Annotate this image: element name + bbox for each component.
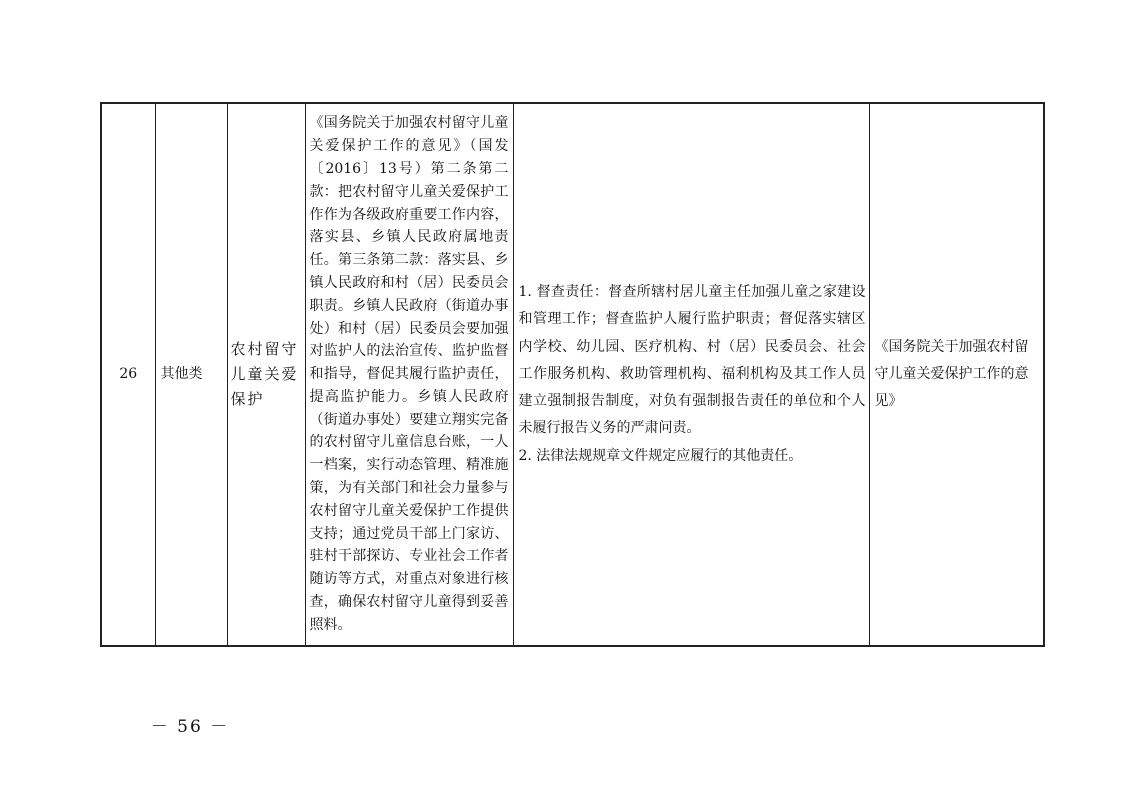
page-number: － 56 － <box>150 717 230 737</box>
duty-item: 2. 法律法规规章文件规定应履行的其他责任。 <box>518 447 803 464</box>
category-cell <box>155 103 227 646</box>
legal-basis-cell <box>305 103 513 646</box>
reference-cell <box>869 103 1044 646</box>
legal-basis-text: 《国务院关于加强农村留守儿童关爱保护工作的意见》（国发〔2016〕13号）第二条第二款：把农村留守儿童关爱保护工作作为各级政府重要工作内容，落实县、乡镇人民政府属地责任。第三条第二款：落实县、乡镇人民政府和村（居）民委员会职责。乡镇人民政府（街道办事处）和村（居）民委员会要加强对监护人的法治宣传、监护监督和指导，督促其履行监护责任，提高监护能力。乡镇人民政府（街道办事处）要建立翔实完备的农村留守儿童信息台账，一人一档案，实行动态管理、精准施策，为有关部门和社会力量参与农村留守儿童关爱保护工作提供支持；通过党员干部上门家访、驻村干部探访、专业社会工作者随访等方式，对重点对象进行核查，确保农村留守儿童得到妥善照料。 <box>309 115 509 633</box>
reference-text: 《国务院关于加强农村留守儿童关爱保护工作的意见》 <box>874 339 1029 409</box>
item-text: 农村留守儿童关爱保护 <box>230 340 299 408</box>
row-number-cell <box>101 103 155 646</box>
responsibility-table <box>100 102 1045 647</box>
duty-item: 1. 督查责任：督查所辖村居儿童主任加强儿童之家建设和管理工作；督查监护人履行监护职责；督促落实辖区内学校、幼儿园、医疗机构、村（居）民委员会、社会工作服务机构、救助管理机构、福利机构及其工作人员建立强制报告制度，对负有强制报告责任的单位和个人未履行报告义务的严肃问责。 <box>518 283 866 437</box>
category-text: 其他类 <box>160 366 203 382</box>
item-cell <box>227 103 305 646</box>
row-number: 26 <box>119 366 138 382</box>
duties-cell <box>513 103 869 646</box>
table-row <box>101 103 1044 646</box>
